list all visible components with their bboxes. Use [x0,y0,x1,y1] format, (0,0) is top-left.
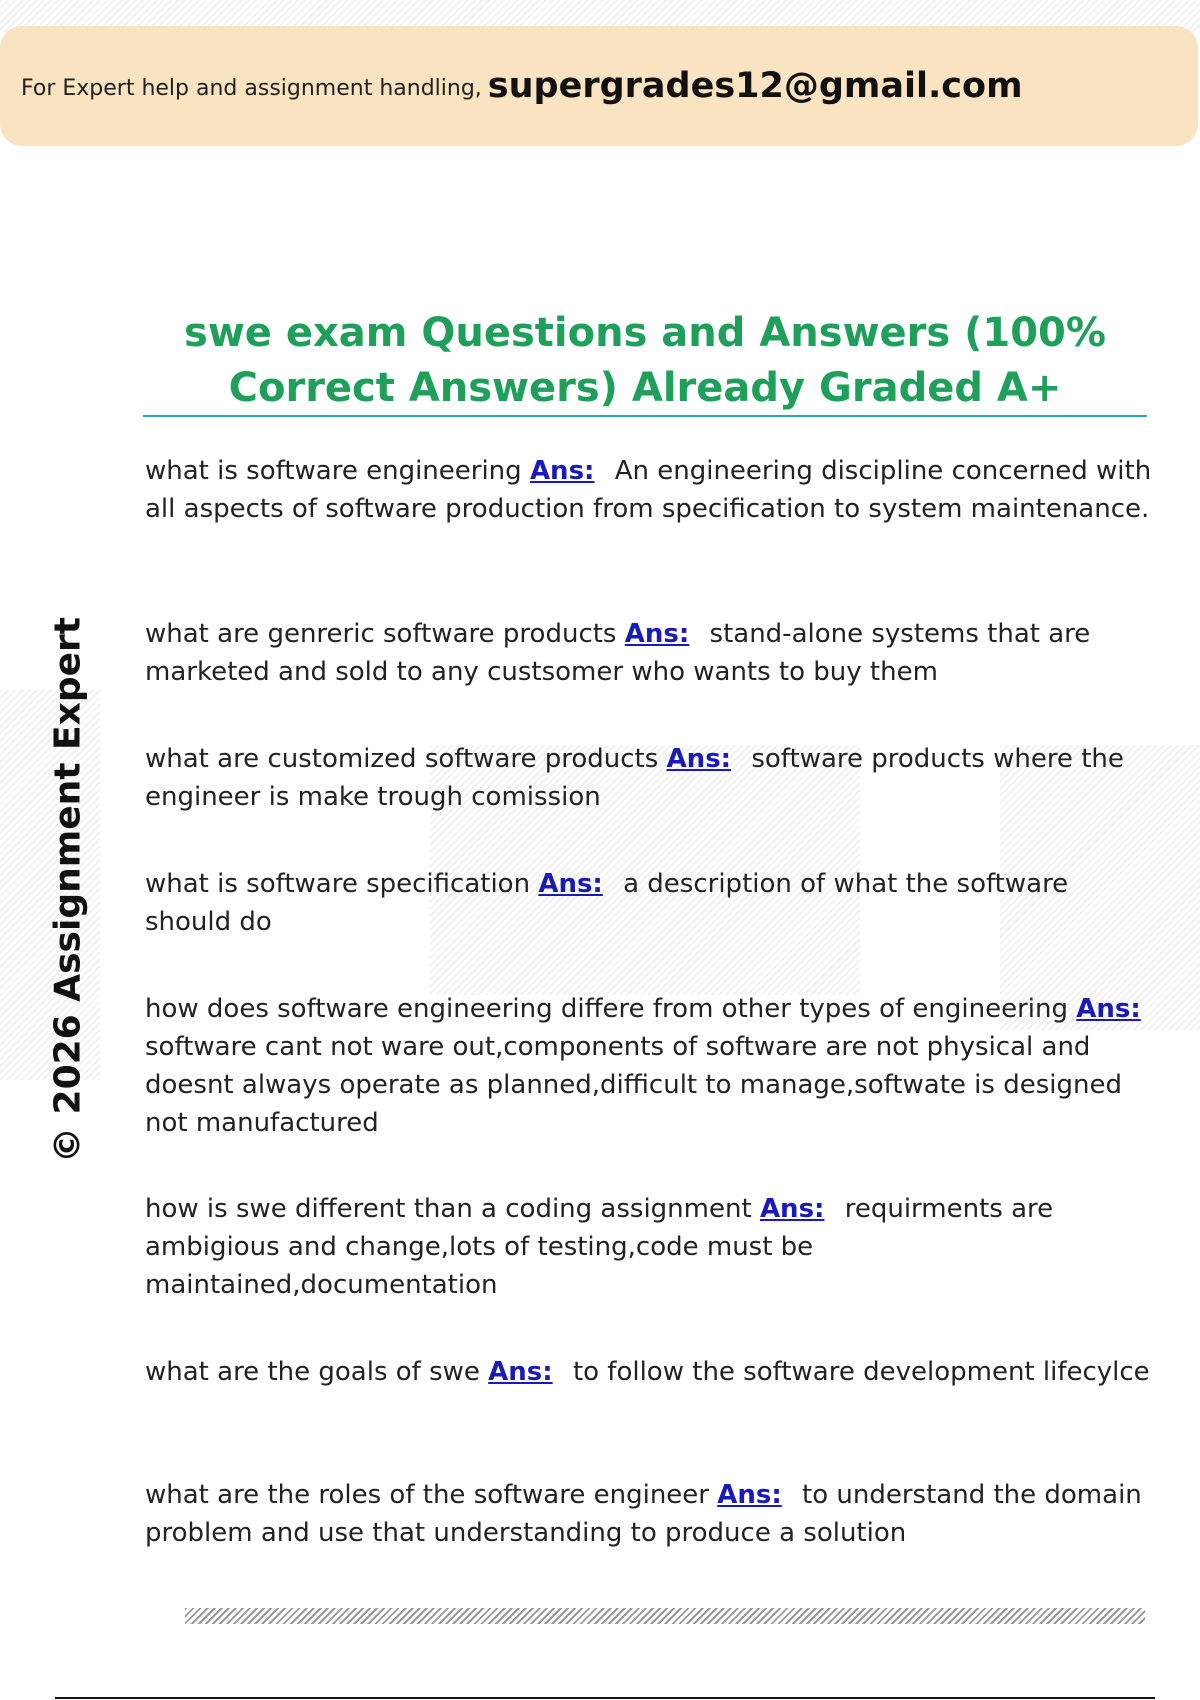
qa-item [145,615,1155,691]
answer-text: requirments are ambigious and change,lots of testing,code must be maintained,documentation [145,1194,1054,1300]
title-underline [143,415,1147,417]
answer-text: a description of what the software should do [145,869,1069,937]
ans-link[interactable]: Ans: [624,619,690,649]
qa-item [145,1353,1155,1391]
answer-text: to follow the software development lifecylce [572,1357,1150,1387]
bottom-hatch-band [185,1608,1145,1624]
answer-text: to understand the domain problem and use that understanding to produce a solution [145,1480,1142,1548]
question-text: what are the roles of the software engineer [145,1480,709,1510]
question-text: what are the goals of swe [145,1357,480,1387]
contact-banner [0,26,1198,146]
answer-text: An engineering discipline concerned with all aspects of software production from specification to system maintenance. [145,456,1152,524]
answer-text: software cant not ware out,components of software are not physical and doesnt always operate as planned,difficult to manage,softwate is designed not manufactured [145,1032,1122,1138]
question-text: what is software specification [145,869,531,899]
banner-text: For Expert help and assignment handling, [21,75,482,101]
question-text: how does software engineering differe from other types of engineering [145,994,1068,1024]
question-text: what are genreric software products [145,619,617,649]
document-title: swe exam Questions and Answers (100% Correct Answers) Already Graded A+ [184,310,1106,411]
answer-text: software products where the engineer is make trough comission [145,744,1124,812]
question-text: what are customized software products [145,744,659,774]
qa-item [145,1190,1155,1304]
ans-link[interactable]: Ans: [717,1480,782,1510]
qa-item [145,740,1155,816]
qa-item [145,865,1155,941]
question-text: what is software engineering [145,456,522,486]
banner-email: supergrades12@gmail.com [487,66,1023,106]
bottom-rule [55,1697,1155,1699]
qa-item [145,452,1155,528]
qa-item [145,990,1155,1142]
ans-link[interactable]: Ans: [538,869,603,899]
qa-item [145,1476,1155,1552]
ans-link[interactable]: Ans: [759,1194,825,1224]
ans-link[interactable]: Ans: [1076,994,1141,1024]
ans-link[interactable]: Ans: [488,1357,553,1387]
answer-text: stand-alone systems that are marketed and sold to any custsomer who wants to buy them [145,619,1091,687]
ans-link[interactable]: Ans: [666,744,732,774]
ans-link[interactable]: Ans: [529,456,595,486]
question-text: how is swe different than a coding assignment [145,1194,752,1224]
copyright-watermark: © 2026 Assignment Expert [47,617,89,1163]
